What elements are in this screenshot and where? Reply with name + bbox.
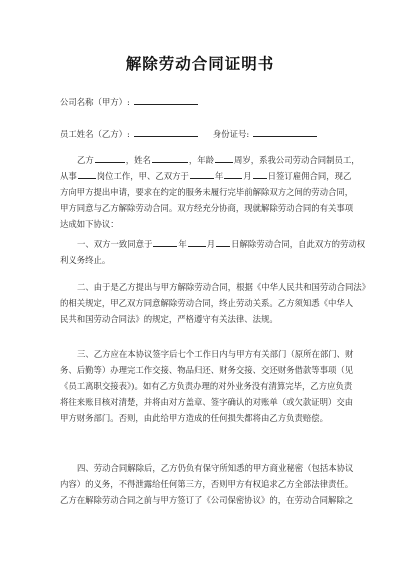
- clause-4: [60, 460, 354, 508]
- party-b-blank[interactable]: [95, 153, 125, 163]
- position-blank[interactable]: [78, 169, 96, 179]
- clause-text: 甲方财务部门。否则，由此给甲方造成的任何损失都将由乙方负责赔偿。: [60, 413, 328, 424]
- clause-text: 民共和国劳动合同法》的规定，严格遵守有关法律、法规。: [60, 314, 278, 325]
- clause-text: 内容）的义务，不得泄露给任何第三方，否则甲方有权追求乙方全部法律责任。: [60, 479, 354, 490]
- clause-text: 年: [178, 239, 187, 249]
- termination-day-blank[interactable]: [216, 237, 230, 247]
- clause-text: 三、乙方应在本协议签字后七个工作日内与甲方有关部门（原所在部门、财: [77, 349, 354, 359]
- clause-text: 利义务终止。: [60, 255, 111, 266]
- intro-text: 岗位工作，甲、乙双方于: [96, 171, 189, 182]
- clause-1: [60, 236, 366, 268]
- clause-text: 一、双方一致同意于: [77, 239, 153, 249]
- clause-text: 将往来账目核对清楚，并将由对方盖章、签字确认的对账单（或欠款证明）交由: [60, 397, 354, 408]
- clause-text: 月: [206, 239, 216, 249]
- termination-month-blank[interactable]: [188, 237, 206, 247]
- name-blank[interactable]: [152, 153, 188, 163]
- employee-name-label: 员工姓名（乙方）:: [60, 129, 130, 139]
- intro-text: 月: [243, 171, 252, 182]
- intro-text: 从事: [60, 171, 77, 182]
- intro-text: 达成如下协议：: [60, 219, 119, 230]
- clause-text: 四、劳动合同解除后，乙方仍负有保守所知悉的甲方商业秘密（包括本协议: [77, 463, 354, 473]
- clause-text: 乙方在解除劳动合同之前与甲方签订了《公司保密协议》的，在劳动合同解除之: [60, 495, 354, 506]
- day-blank[interactable]: [253, 169, 267, 179]
- intro-text: 方向甲方提出申请，要求在约定的服务未履行完毕前解除双方之间的劳动合同，: [60, 187, 354, 198]
- month-blank[interactable]: [224, 169, 242, 179]
- company-name-label: 公司名称（甲方）:: [60, 97, 130, 107]
- intro-paragraph: [60, 152, 360, 232]
- clause-text: 《员工离职交接表》)。如有乙方负责办理的对外业务没有清算完毕，乙方应负责: [60, 381, 353, 392]
- employee-name-blank[interactable]: [134, 127, 198, 137]
- company-name-row: [60, 95, 199, 108]
- intro-text: 年: [214, 171, 224, 182]
- intro-text: 日签订雇佣合同，现乙: [267, 171, 352, 182]
- year-blank[interactable]: [190, 169, 214, 179]
- intro-text: 甲方同意与乙方解除劳动合同。双方经充分协商，现就解除劳动合同的有关事项: [60, 203, 354, 214]
- intro-text: ，姓名: [125, 155, 151, 165]
- clause-text: 二、由于是乙方提出与甲方解除劳动合同，根据《中华人民共和国劳动合同法》: [77, 282, 371, 292]
- id-number-blank[interactable]: [253, 127, 317, 137]
- age-blank[interactable]: [215, 153, 233, 163]
- id-number-label: 身份证号:: [212, 129, 250, 139]
- clause-2: [60, 279, 371, 327]
- clause-text: 日解除劳动合同，自此双方的劳动权: [231, 239, 366, 249]
- clause-3: [60, 346, 354, 426]
- clause-text: 务、后勤等）办理完工作交接、物品归还、财务交接、交还财务借款等事项（见: [60, 365, 354, 376]
- company-name-blank[interactable]: [134, 95, 198, 105]
- termination-year-blank[interactable]: [153, 237, 177, 247]
- intro-text: 周岁，系我公司劳动合同制员工，: [234, 155, 360, 165]
- document-title: 解除劳动合同证明书: [125, 54, 275, 73]
- employee-info-row: [60, 127, 318, 140]
- intro-text: 乙方: [77, 155, 94, 165]
- clause-text: 的相关规定，甲乙双方同意解除劳动合同，终止劳动关系。乙方须知悉《中华人: [60, 298, 354, 309]
- intro-text: ，年龄: [188, 155, 214, 165]
